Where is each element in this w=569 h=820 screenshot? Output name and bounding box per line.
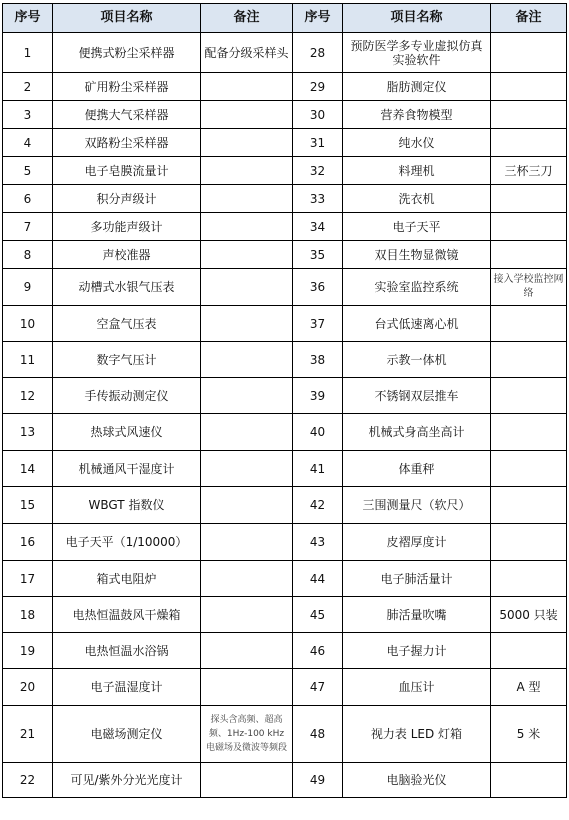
item-name-cell: 纯水仪 [343, 129, 491, 157]
item-name-cell: 机械式身高坐高计 [343, 414, 491, 451]
remark-cell [491, 378, 567, 414]
remark-cell [201, 597, 293, 633]
remark-cell [491, 342, 567, 378]
remark-cell [201, 451, 293, 487]
item-name-cell: 电子皂膜流量计 [53, 157, 201, 185]
header-serial-1: 序号 [3, 4, 53, 33]
item-name-cell: 便携大气采样器 [53, 101, 201, 129]
serial-cell: 6 [3, 185, 53, 213]
serial-cell: 22 [3, 763, 53, 798]
item-name-cell: 双目生物显微镜 [343, 241, 491, 269]
serial-cell: 42 [293, 487, 343, 524]
item-name-cell: 电子天平 [343, 213, 491, 241]
header-serial-2: 序号 [293, 4, 343, 33]
serial-cell: 14 [3, 451, 53, 487]
serial-cell: 3 [3, 101, 53, 129]
remark-cell [201, 306, 293, 342]
remark-cell [201, 101, 293, 129]
remark-cell [491, 306, 567, 342]
serial-cell: 48 [293, 706, 343, 763]
remark-cell [491, 213, 567, 241]
item-name-cell: 电磁场测定仪 [53, 706, 201, 763]
equipment-table [2, 3, 567, 798]
item-name-cell: 料理机 [343, 157, 491, 185]
remark-cell: 5 米 [491, 706, 567, 763]
item-name-cell: 视力表 LED 灯箱 [343, 706, 491, 763]
item-name-cell: 电热恒温鼓风干燥箱 [53, 597, 201, 633]
serial-cell: 8 [3, 241, 53, 269]
serial-cell: 38 [293, 342, 343, 378]
item-name-cell: 台式低速离心机 [343, 306, 491, 342]
remark-cell [491, 451, 567, 487]
remark-cell: 配备分级采样头 [201, 33, 293, 73]
remark-cell [491, 185, 567, 213]
serial-cell: 15 [3, 487, 53, 524]
item-name-cell: 箱式电阻炉 [53, 561, 201, 597]
remark-cell [491, 633, 567, 669]
item-name-cell: 多功能声级计 [53, 213, 201, 241]
item-name-cell: 三围测量尺（软尺） [343, 487, 491, 524]
serial-cell: 37 [293, 306, 343, 342]
item-name-cell: 不锈钢双层推车 [343, 378, 491, 414]
table-body [3, 33, 567, 798]
serial-cell: 16 [3, 524, 53, 561]
remark-cell [201, 524, 293, 561]
header-item-name-1: 项目名称 [53, 4, 201, 33]
table-row [3, 73, 567, 101]
remark-cell [201, 378, 293, 414]
table-row [3, 157, 567, 185]
remark-cell [491, 129, 567, 157]
table-row [3, 33, 567, 73]
serial-cell: 17 [3, 561, 53, 597]
item-name-cell: 电子温湿度计 [53, 669, 201, 706]
remark-cell [491, 101, 567, 129]
remark-cell [201, 185, 293, 213]
table-row [3, 129, 567, 157]
remark-cell [491, 524, 567, 561]
table-row [3, 414, 567, 451]
serial-cell: 13 [3, 414, 53, 451]
remark-cell [201, 269, 293, 306]
item-name-cell: 矿用粉尘采样器 [53, 73, 201, 101]
remark-cell [201, 763, 293, 798]
serial-cell: 30 [293, 101, 343, 129]
serial-cell: 41 [293, 451, 343, 487]
table-row [3, 524, 567, 561]
serial-cell: 18 [3, 597, 53, 633]
item-name-cell: 脂肪测定仪 [343, 73, 491, 101]
remark-cell [201, 342, 293, 378]
table-row [3, 269, 567, 306]
item-name-cell: 双路粉尘采样器 [53, 129, 201, 157]
serial-cell: 9 [3, 269, 53, 306]
serial-cell: 49 [293, 763, 343, 798]
remark-cell [491, 73, 567, 101]
item-name-cell: 示教一体机 [343, 342, 491, 378]
remark-cell [201, 487, 293, 524]
serial-cell: 35 [293, 241, 343, 269]
serial-cell: 19 [3, 633, 53, 669]
item-name-cell: 预防医学多专业虚拟仿真实验软件 [343, 33, 491, 73]
item-name-cell: 电子握力计 [343, 633, 491, 669]
item-name-cell: 洗衣机 [343, 185, 491, 213]
serial-cell: 32 [293, 157, 343, 185]
serial-cell: 34 [293, 213, 343, 241]
table-header-row [3, 4, 567, 33]
item-name-cell: 数字气压计 [53, 342, 201, 378]
serial-cell: 12 [3, 378, 53, 414]
table-row [3, 101, 567, 129]
serial-cell: 33 [293, 185, 343, 213]
remark-cell [491, 241, 567, 269]
item-name-cell: 积分声级计 [53, 185, 201, 213]
item-name-cell: 便携式粉尘采样器 [53, 33, 201, 73]
item-name-cell: 机械通风干湿度计 [53, 451, 201, 487]
serial-cell: 36 [293, 269, 343, 306]
item-name-cell: 营养食物模型 [343, 101, 491, 129]
remark-cell [201, 73, 293, 101]
item-name-cell: 空盒气压表 [53, 306, 201, 342]
remark-cell [201, 213, 293, 241]
serial-cell: 28 [293, 33, 343, 73]
item-name-cell: 电脑验光仪 [343, 763, 491, 798]
serial-cell: 4 [3, 129, 53, 157]
table-row [3, 706, 567, 763]
item-name-cell: 血压计 [343, 669, 491, 706]
remark-cell [491, 414, 567, 451]
remark-cell [201, 669, 293, 706]
remark-cell: 接入学校监控网络 [491, 269, 567, 306]
item-name-cell: 可见/紫外分光光度计 [53, 763, 201, 798]
remark-cell: 三杯三刀 [491, 157, 567, 185]
remark-cell [491, 487, 567, 524]
serial-cell: 44 [293, 561, 343, 597]
item-name-cell: 动槽式水银气压表 [53, 269, 201, 306]
item-name-cell: 电热恒温水浴锅 [53, 633, 201, 669]
remark-cell [201, 157, 293, 185]
item-name-cell: 声校准器 [53, 241, 201, 269]
serial-cell: 1 [3, 33, 53, 73]
table-row [3, 669, 567, 706]
serial-cell: 45 [293, 597, 343, 633]
remark-cell [201, 561, 293, 597]
remark-cell [491, 33, 567, 73]
serial-cell: 46 [293, 633, 343, 669]
table-row [3, 185, 567, 213]
remark-cell: 探头含高频、超高频、1Hz-100 kHz 电磁场及微波等频段 [201, 706, 293, 763]
item-name-cell: 实验室监控系统 [343, 269, 491, 306]
item-name-cell: 电子肺活量计 [343, 561, 491, 597]
table-row [3, 487, 567, 524]
serial-cell: 31 [293, 129, 343, 157]
remark-cell [491, 561, 567, 597]
table-row [3, 378, 567, 414]
remark-cell [201, 241, 293, 269]
item-name-cell: 热球式风速仪 [53, 414, 201, 451]
table-row [3, 597, 567, 633]
item-name-cell: 手传振动测定仪 [53, 378, 201, 414]
serial-cell: 10 [3, 306, 53, 342]
remark-cell [201, 414, 293, 451]
header-remark-2: 备注 [491, 4, 567, 33]
item-name-cell: 皮褶厚度计 [343, 524, 491, 561]
serial-cell: 39 [293, 378, 343, 414]
serial-cell: 2 [3, 73, 53, 101]
item-name-cell: 电子天平（1/10000） [53, 524, 201, 561]
item-name-cell: WBGT 指数仪 [53, 487, 201, 524]
remark-cell: 5000 只装 [491, 597, 567, 633]
remark-cell [201, 129, 293, 157]
table-row [3, 451, 567, 487]
serial-cell: 47 [293, 669, 343, 706]
serial-cell: 21 [3, 706, 53, 763]
serial-cell: 7 [3, 213, 53, 241]
header-item-name-2: 项目名称 [343, 4, 491, 33]
remark-cell [201, 633, 293, 669]
item-name-cell: 肺活量吹嘴 [343, 597, 491, 633]
table-row [3, 561, 567, 597]
serial-cell: 11 [3, 342, 53, 378]
serial-cell: 43 [293, 524, 343, 561]
serial-cell: 40 [293, 414, 343, 451]
table-row [3, 763, 567, 798]
table-row [3, 633, 567, 669]
table-row [3, 241, 567, 269]
table-row [3, 342, 567, 378]
remark-cell [491, 763, 567, 798]
table-row [3, 306, 567, 342]
serial-cell: 5 [3, 157, 53, 185]
serial-cell: 29 [293, 73, 343, 101]
serial-cell: 20 [3, 669, 53, 706]
remark-cell: A 型 [491, 669, 567, 706]
item-name-cell: 体重秤 [343, 451, 491, 487]
header-remark-1: 备注 [201, 4, 293, 33]
table-row [3, 213, 567, 241]
